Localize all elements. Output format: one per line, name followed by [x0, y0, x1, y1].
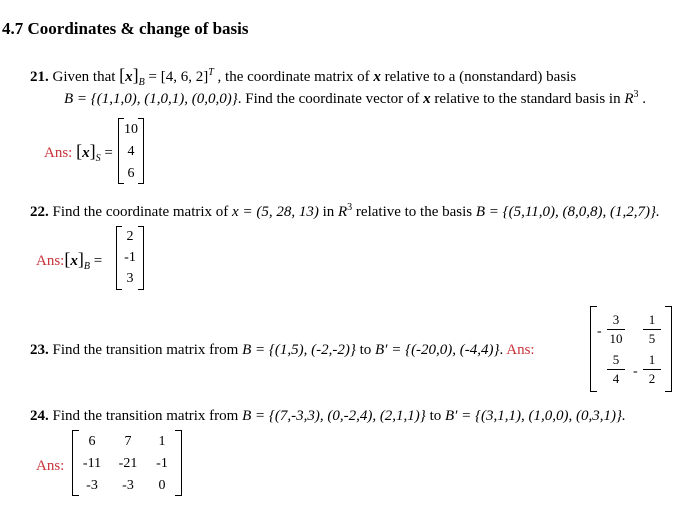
problem-24-entry: 6: [88, 434, 96, 449]
problem-21-find: . Find the coordinate vector of: [237, 91, 420, 107]
problem-23-entry-11: $\frac{3}{10}$: [607, 312, 625, 347]
problem-21-basis: B = {(1,1,0), (1,0,1), (0,0,0)}: [64, 91, 238, 107]
problem-24-answer-label: Ans:: [36, 458, 65, 474]
problem-21-rel2: relative to a (nonstandard) basis: [384, 69, 577, 85]
problem-23-target: B′ = {(-20,0), (-4,4)}: [375, 342, 500, 358]
problem-24-answer-matrix: [72, 430, 182, 496]
problem-22-rel: relative to the basis: [355, 204, 473, 220]
problem-21-answer-matrix: [118, 118, 144, 184]
problem-23-line: 23. Find the transition matrix from B = {(1,5), (-2,-2)} to B′ = {(-20,0), (-4,4)}. Ans:: [30, 342, 535, 358]
problem-22-in: in: [322, 204, 335, 220]
problem-23-from: B = {(1,5), (-2,-2)}: [242, 342, 356, 358]
problem-22-xval: x = (5, 28, 13): [232, 204, 319, 220]
problem-21-var-2: x: [423, 91, 431, 107]
problem-21-find2: relative to the standard basis in: [434, 91, 621, 107]
problem-24-number: 24.: [30, 408, 49, 424]
problem-22-answer-entry: -1: [124, 250, 136, 265]
problem-24-entry: 7: [124, 434, 132, 449]
problem-24-line: [30, 409, 626, 424]
matrix-sign: -: [597, 324, 602, 339]
problem-21-space: R: [624, 91, 634, 107]
problem-23-entry-21: $\frac{5}{4}$: [607, 352, 625, 387]
problem-21-answer-label: Ans: $[x]_S$ =: [44, 141, 113, 164]
problem-23-to: to: [359, 342, 372, 358]
problem-21-intro: Given that: [52, 69, 116, 85]
problem-23-answer-matrix: [590, 306, 672, 392]
problem-22-number: 22.: [30, 204, 49, 220]
problem-22-answer-matrix: [116, 226, 144, 290]
problem-21-answer-entry: 4: [127, 144, 135, 159]
problem-24-entry: -11: [82, 456, 102, 471]
problem-24-entry: 0: [158, 478, 166, 493]
problem-22-text: Find the coordinate matrix of: [52, 204, 229, 220]
matrix-sign: -: [633, 364, 638, 379]
problem-22-answer-label: $Ans:[x]_B$ =: [36, 249, 103, 272]
problem-24-to: to: [429, 408, 442, 424]
problem-21-answer-entry: 10: [124, 122, 138, 137]
problem-24-entry: 1: [158, 434, 166, 449]
problem-24-entry: -21: [118, 456, 138, 471]
problem-24-entry: -3: [86, 478, 98, 493]
problem-21-line2: B = {(1,1,0), (1,0,1), (0,0,0)}. Find the coordinate vector of x relative to the standard basis in $R^3$ .: [64, 89, 647, 107]
problem-24-target: B′ = {(3,1,1), (1,0,0), (0,3,1)}.: [444, 408, 626, 424]
problem-21-number: 21.: [30, 69, 49, 85]
problem-22-basis: B = {(5,11,0), (8,0,8), (1,2,7)}.: [475, 204, 660, 220]
problem-23-entry-12: $\frac{1}{5}$: [643, 312, 661, 347]
problem-24-text: Find the transition matrix from: [52, 408, 239, 424]
problem-21-given-vector: [4, 6, 2]: [160, 69, 209, 85]
problem-24-entry: -3: [122, 478, 134, 493]
problem-21-rel: , the coordinate matrix of: [217, 69, 370, 85]
problem-24-from: B = {(7,-3,3), (0,-2,4), (2,1,1)}: [242, 408, 426, 424]
problem-21-line1: 21. Given that $[x]_B = [4$, 6, 2]$^T$ , the coordinate matrix of x relative to a (nonstandard) basis: [30, 65, 577, 88]
problem-23-answer-label: Ans:: [506, 342, 535, 358]
problem-21-var: x: [373, 69, 381, 85]
problem-24-entry: -1: [156, 456, 168, 471]
section-title: 4.7 Coordinates & change of basis: [2, 19, 249, 38]
problem-22-answer-entry: 3: [126, 271, 134, 286]
problem-22-answer-entry: 2: [126, 229, 134, 244]
problem-23-text: Find the transition matrix from: [52, 342, 239, 358]
problem-23-number: 23.: [30, 342, 49, 358]
problem-22-line: 22. Find the coordinate matrix of x = (5, 28, 13) in $R^3$ relative to the basis B = {(5,11,0), (8,0,8), (1,2,7)}.: [30, 202, 660, 220]
problem-23-entry-22: $\frac{1}{2}$: [643, 352, 661, 387]
problem-21-answer-entry: 6: [127, 166, 135, 181]
